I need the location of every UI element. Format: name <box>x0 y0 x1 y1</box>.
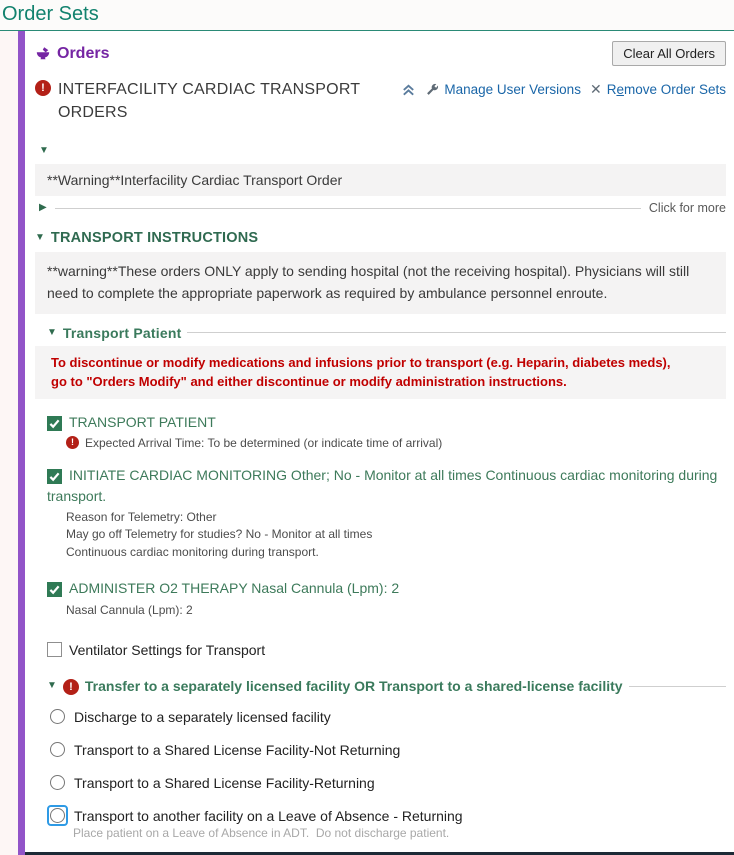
option-note: Place patient on a Leave of Absence in ADT. Do not discharge patient. <box>73 826 450 841</box>
orders-header <box>35 45 109 63</box>
order-row-o2-therapy <box>47 578 726 619</box>
click-for-more-row[interactable] <box>35 201 726 215</box>
clear-all-orders-button[interactable]: Clear All Orders <box>612 41 726 66</box>
collapse-chevrons-icon[interactable] <box>401 82 416 97</box>
order-label[interactable]: Ventilator Settings for Transport <box>69 641 266 658</box>
remove-order-sets-label: Remove Order Sets <box>606 82 726 97</box>
checkbox-checked[interactable] <box>47 582 62 597</box>
option-shared-license-not-returning <box>49 741 726 758</box>
checkbox-unchecked[interactable] <box>47 642 62 657</box>
alert-icon: ! <box>35 80 51 96</box>
transport-patient-header[interactable] <box>47 325 726 341</box>
checkbox-checked[interactable] <box>47 469 62 484</box>
transfer-section-header[interactable] <box>47 677 726 695</box>
order-detail: Continuous cardiac monitoring during transport. <box>66 544 319 559</box>
option-discharge-separately-licensed <box>49 708 726 725</box>
order-set-actions <box>401 81 726 98</box>
option-label[interactable]: Transport to another facility on a Leave of Absence - Returning <box>74 807 463 824</box>
order-set-header-row <box>35 78 726 124</box>
triangle-down-icon[interactable]: ▼ <box>47 326 57 338</box>
triangle-down-icon[interactable]: ▼ <box>39 145 49 157</box>
order-label[interactable]: INITIATE CARDIAC MONITORING Other; No - Monitor at all times Continuous cardiac monitoring during transport. <box>47 467 718 504</box>
transport-instructions-warning: **warning**These orders ONLY apply to sending hospital (not the receiving hospital). Physicians will still need to complete the appropriate paperwork as required by ambulance personnel enroute. <box>35 252 726 313</box>
order-label[interactable]: ADMINISTER O2 THERAPY Nasal Cannula (Lpm): 2 <box>69 580 400 597</box>
order-detail: Nasal Cannula (Lpm): 2 <box>66 602 193 617</box>
order-set-header <box>35 78 401 124</box>
triangle-down-icon[interactable]: ▼ <box>47 680 57 692</box>
transport-instructions-title: TRANSPORT INSTRUCTIONS <box>50 230 259 247</box>
manage-user-versions-link[interactable] <box>425 82 581 97</box>
checkbox-checked[interactable] <box>47 416 62 431</box>
option-label[interactable]: Discharge to a separately licensed facility <box>74 708 331 725</box>
check-icon <box>49 584 60 595</box>
click-for-more-label[interactable]: Click for more <box>648 201 726 216</box>
warning-banner: **Warning**Interfacility Cardiac Transport Order <box>35 164 726 196</box>
alert-icon: ! <box>66 436 79 449</box>
orders-header-row <box>35 41 726 66</box>
triangle-right-icon[interactable]: ▶ <box>39 202 47 214</box>
medication-alert-line: go to "Orders Modify" and either discontinue or modify administration instructions. <box>51 374 567 390</box>
manage-user-versions-label: Manage User Versions <box>444 82 581 97</box>
alert-icon: ! <box>63 679 79 695</box>
check-icon <box>49 418 60 429</box>
divider-line <box>629 686 726 687</box>
orders-panel <box>18 31 734 855</box>
option-label[interactable]: Transport to a Shared License Facility-Not Returning <box>74 741 401 758</box>
order-row-cardiac-monitoring <box>47 465 726 561</box>
order-row-ventilator-settings <box>47 640 726 660</box>
option-leave-of-absence-returning <box>49 807 726 824</box>
radio-button-focused[interactable] <box>50 808 65 823</box>
radio-button[interactable] <box>50 775 65 790</box>
remove-order-sets-link[interactable] <box>590 81 726 98</box>
triangle-down-icon[interactable]: ▼ <box>35 232 45 244</box>
order-set-title: INTERFACILITY CARDIAC TRANSPORT ORDERS <box>58 81 360 122</box>
wrench-icon <box>425 83 439 97</box>
collapse-section-row <box>35 140 726 158</box>
transfer-section-title: Transfer to a separately licensed facility OR Transport to a shared-license facility <box>84 678 623 695</box>
check-icon <box>49 471 60 482</box>
radio-button[interactable] <box>50 742 65 757</box>
transport-patient-title: Transport Patient <box>62 324 182 341</box>
page-title: Order Sets <box>0 0 734 31</box>
option-shared-license-returning <box>49 774 726 791</box>
order-detail: Expected Arrival Time: To be determined (or indicate time of arrival) <box>85 436 443 451</box>
option-label[interactable]: Transport to a Shared License Facility-Returning <box>74 774 375 791</box>
radio-button[interactable] <box>50 709 65 724</box>
order-detail: Reason for Telemetry: Other <box>66 510 217 525</box>
order-label[interactable]: TRANSPORT PATIENT <box>69 413 216 430</box>
medication-alert-box <box>35 346 726 399</box>
orders-header-label: Orders <box>57 44 110 62</box>
order-detail: May go off Telemetry for studies? No - Monitor at all times <box>66 527 373 542</box>
mortar-pestle-icon <box>35 46 51 62</box>
transport-instructions-header[interactable] <box>35 230 726 246</box>
divider-line <box>187 332 726 333</box>
divider-line <box>55 208 641 209</box>
order-row-transport-patient <box>47 412 726 453</box>
remove-x-icon: ✕ <box>589 81 602 97</box>
medication-alert-line: To discontinue or modify medications and infusions prior to transport (e.g. Heparin, diabetes meds), <box>51 354 671 370</box>
